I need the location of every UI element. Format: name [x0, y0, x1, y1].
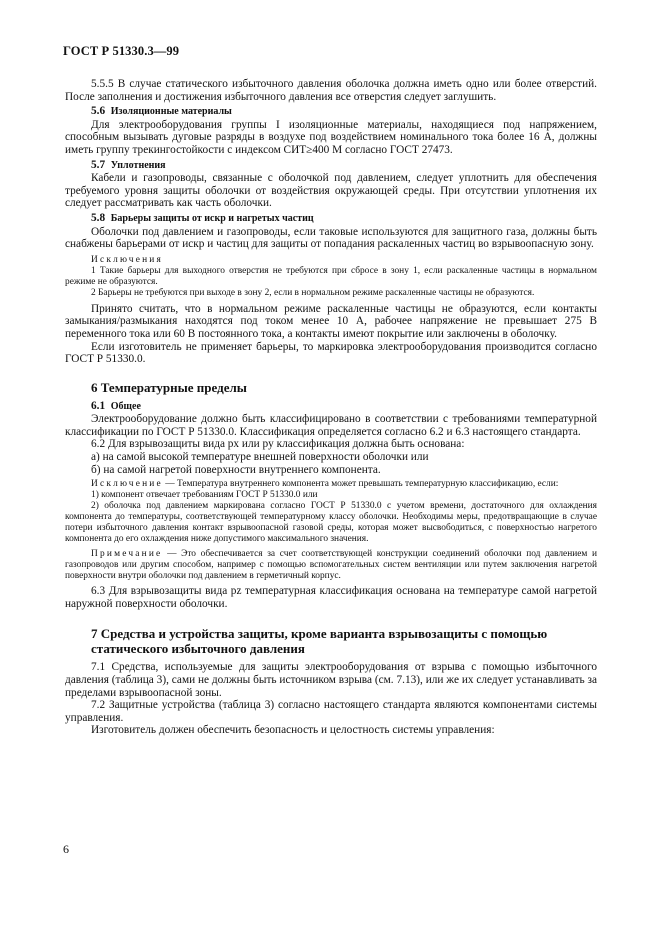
exception-block: [65, 479, 597, 490]
subheading-title: Общее: [110, 400, 141, 412]
subheading-6-1: [65, 400, 597, 414]
paragraph-6-2: 6.2 Для взрывозащиты вида px или py классификация должна быть основана:: [91, 438, 465, 451]
paragraph-7-2: 7.2 Защитные устройства (таблица 3) согласно настоящего стандарта являются компонентами системы управления.: [65, 699, 597, 724]
section-heading-6: 6 Температурные пределы: [91, 379, 247, 395]
paragraph-5-8-c: Если изготовитель не применяет барьеры, то маркировка электрооборудования производится согласно ГОСТ Р 51330.0.: [65, 340, 597, 366]
exceptions-label: Исключения: [91, 254, 164, 265]
paragraph-5-5-5: 5.5.5 В случае статического избыточного давления оболочка должна иметь одно или более отверстий. После заполнения и достижения избыточного давления все отверстия следует заглушить.: [65, 78, 597, 103]
subheading-number: 5.6: [91, 105, 106, 118]
exception-text: — Температура внутреннего компонента может превышать температурную классификацию, если:: [165, 479, 559, 490]
paragraph-5-8: Оболочки под давлением и газопроводы, если таковые используются для защитного газа, должны быть снабжены барьерами от искр и частиц для защиты от попадания раскаленных частиц во взрывоопасную зону.: [65, 225, 597, 251]
subheading-number: 6.1: [91, 399, 106, 412]
paragraph-7-2-b: Изготовитель должен обеспечить безопасность и целостность системы управления:: [91, 724, 495, 737]
subheading-number: 5.7: [91, 158, 106, 171]
subheading-number: 5.8: [91, 211, 106, 224]
subheading-title: Барьеры защиты от искр и нагретых частиц: [110, 212, 314, 224]
note-block: [65, 549, 597, 582]
note-label: Примечание: [91, 549, 163, 560]
exception-item-1: 1) компонент отвечает требованиям ГОСТ Р 51330.0 или: [91, 490, 318, 501]
section-heading-7: [65, 626, 597, 656]
page-number: 6: [63, 842, 69, 856]
paragraph-5-8-b: Принято считать, что в нормальном режиме раскаленные частицы не образуются, если контакты замыкания/размыкания находятся под током менее 10 А, рабочее напряжение не превышает 275 В переменного тока или 60 В постоянного тока, а контакты имеют покрытие или заключены в оболочку.: [65, 302, 597, 340]
subheading-title: Уплотнения: [110, 159, 166, 171]
subheading-title: Изоляционные материалы: [110, 106, 232, 118]
subheading-5-7: [65, 159, 597, 173]
list-item-6-2-b: б) на самой нагретой поверхности внутреннего компонента.: [91, 463, 381, 476]
paragraph-5-7: Кабели и газопроводы, связанные с оболочкой под давлением, следует уплотнить для обеспечения требуемого уровня защиты оболочки от воздействия окружающей среды. При отсутствии уплотнения их следует рассматривать как часть оболочки.: [65, 172, 597, 210]
exception-2: 2 Барьеры не требуются при выходе в зону 2, если в нормальном режиме раскаленные частицы не образуются.: [91, 287, 535, 298]
page-header: ГОСТ Р 51330.3—99: [63, 44, 180, 58]
subheading-5-6: [65, 105, 597, 119]
paragraph-5-6: Для электрооборудования группы I изоляционные материалы, находящиеся под напряжением, способным вызывать дуговые разряды в воздухе под воздействием номинального тока более 16 А, должны иметь группу трекингостойкости с индексом СИТ≥400 М согласно ГОСТ 27473.: [65, 118, 597, 156]
subheading-5-8: [65, 212, 597, 226]
paragraph-7-1: 7.1 Средства, используемые для защиты электрооборудования от взрыва с помощью избыточного давления (таблица 3), сами не должны быть источником взрыва (см. 7.13), или же их следует устанавливать за пределами взрывоопасной зоны.: [65, 661, 597, 699]
exception-1: 1 Такие барьеры для выходного отверстия не требуются при сбросе в зону 1, если раскаленные частицы в нормальном режиме не образуются.: [65, 265, 597, 287]
paragraph-6-1: Электрооборудование должно быть классифицировано в соответствии с требованиями температурной классификации по ГОСТ Р 51330.0. Классификация определяется согласно 6.2 и 6.3 настоящего стандарта.: [65, 413, 597, 438]
section-heading-7-line-2: статического избыточного давления: [91, 641, 305, 657]
document-body: [65, 78, 597, 737]
exception-item-2: 2) оболочка под давлением маркирована согласно ГОСТ Р 51330.0 с учетом времени, достаточного для охлаждения компонента до температуры, соответствующей температурному классу оболочки. Необходимы меры, предотвращающие в случае потери избыточного давления контакт взрывоопасной газовой среды, которая может высвободиться, с поверхностью нагретого компонента до его охлаждения ниже допустимого максимального значения.: [65, 501, 597, 545]
exception-label: Исключение: [91, 479, 163, 490]
section-heading-7-line-1: 7 Средства и устройства защиты, кроме варианта взрывозащиты с помощью: [91, 626, 548, 642]
paragraph-6-3: 6.3 Для взрывозащиты вида pz температурная классификация основана на температуре самой нагретой наружной поверхности оболочки.: [65, 585, 597, 610]
note-text: — Это обеспечивается за счет соответствующей конструкции соединений оболочки под давлением и газопроводов или другим способом, например с помощью вспомогательных систем вентиляции или путем заключения нагретой поверхности внутри оболочки под давлением в герметичный корпус.: [65, 549, 598, 582]
list-item-6-2-a: а) на самой высокой температуре внешней поверхности оболочки или: [91, 451, 429, 464]
